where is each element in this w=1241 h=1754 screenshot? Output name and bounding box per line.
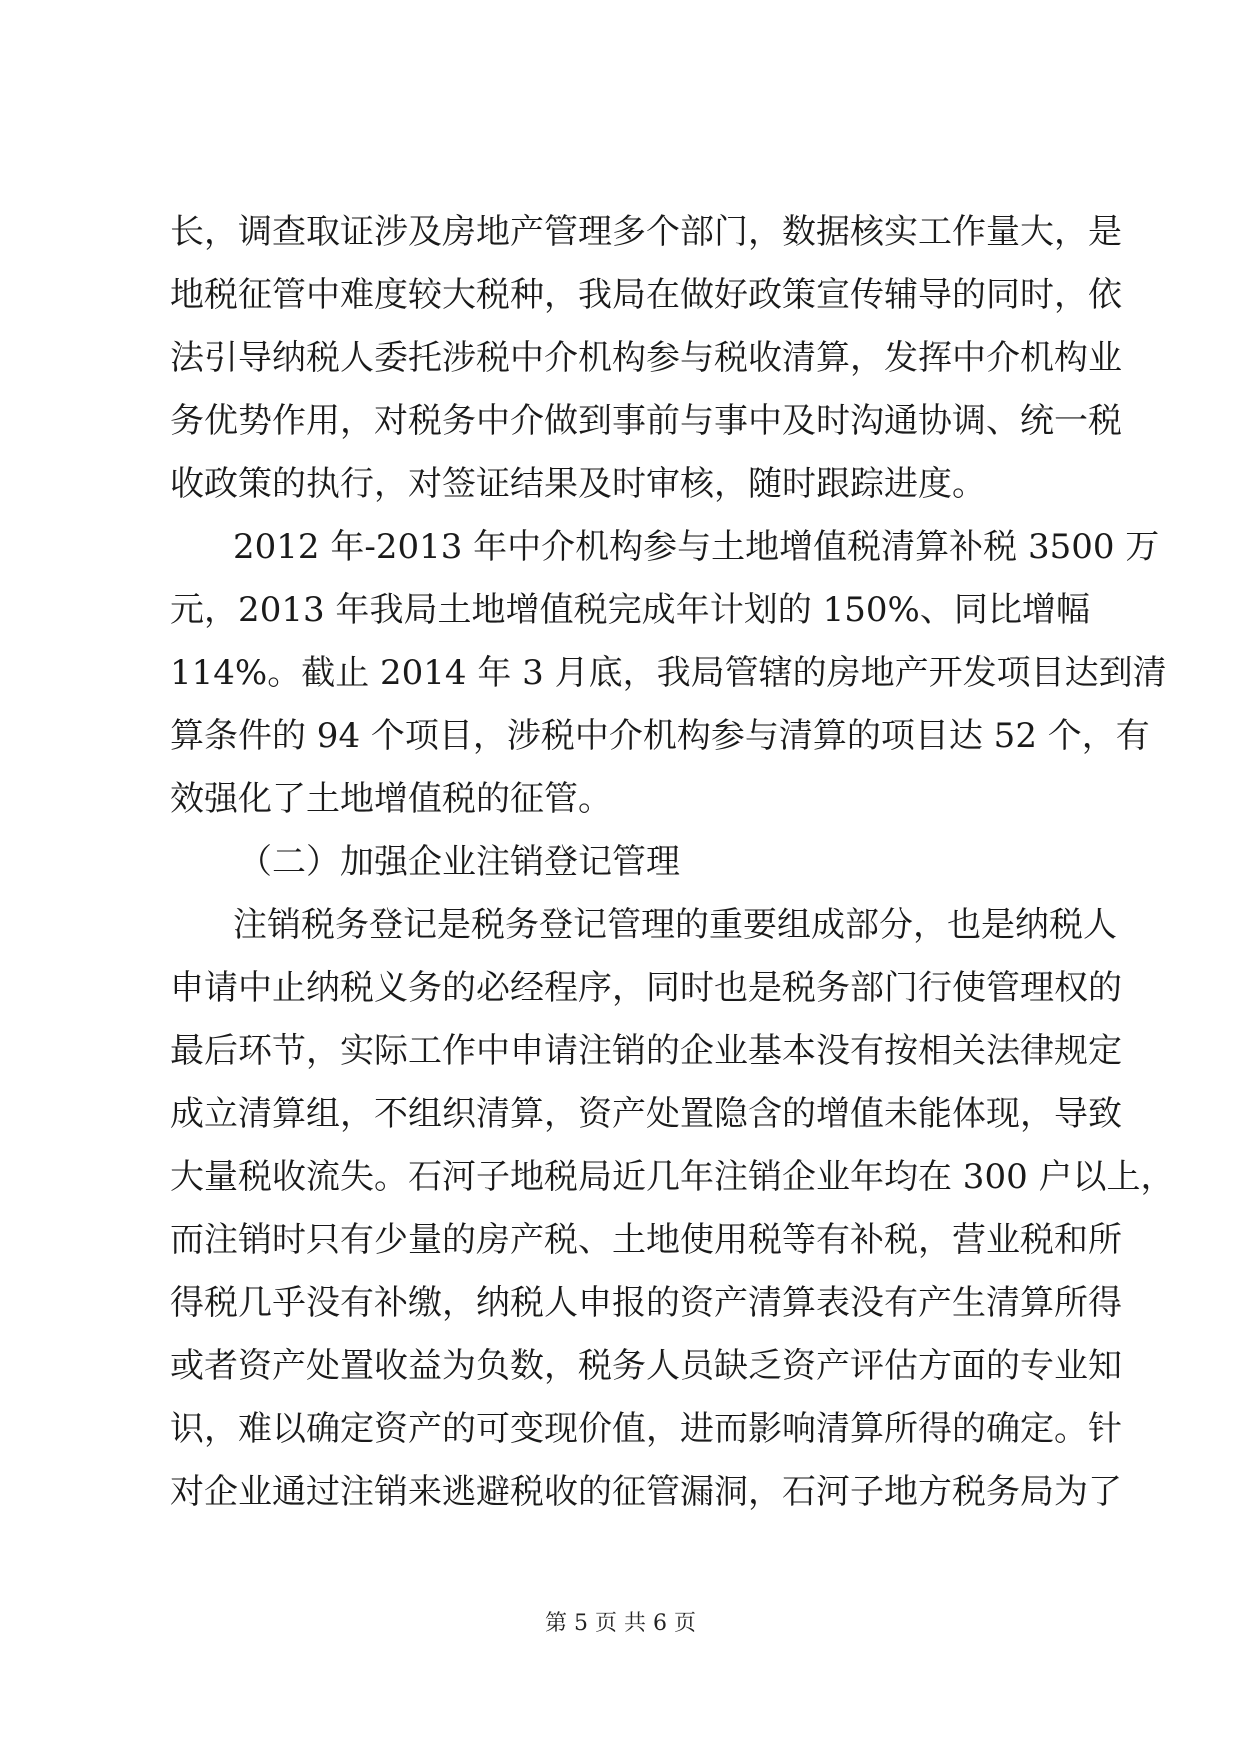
paragraph-2-line-5: 效强化了土地增值税的征管。	[170, 779, 612, 819]
paragraph-3-line-6: 而注销时只有少量的房产税、土地使用税等有补税，营业税和所	[170, 1220, 1122, 1260]
paragraph-2-line-4: 算条件的 94 个项目，涉税中介机构参与清算的项目达 52 个，有	[170, 716, 1150, 756]
paragraph-3-line-7: 得税几乎没有补缴，纳税人申报的资产清算表没有产生清算所得	[170, 1283, 1122, 1323]
paragraph-1-line-5: 收政策的执行，对签证结果及时审核，随时跟踪进度。	[170, 464, 986, 504]
section-heading: （二）加强企业注销登记管理	[238, 842, 680, 882]
paragraph-2-line-1: 2012 年-2013 年中介机构参与土地增值税清算补税 3500 万	[233, 527, 1160, 567]
paragraph-1-line-1: 长，调查取证涉及房地产管理多个部门，数据核实工作量大，是	[170, 212, 1122, 252]
paragraph-3-line-5: 大量税收流失。石河子地税局近几年注销企业年均在 300 户以上，	[170, 1157, 1175, 1197]
page-number-footer: 第 5 页 共 6 页	[545, 1611, 696, 1636]
paragraph-3-line-1: 注销税务登记是税务登记管理的重要组成部分，也是纳税人	[233, 905, 1117, 945]
paragraph-3-line-2: 申请中止纳税义务的必经程序，同时也是税务部门行使管理权的	[170, 968, 1122, 1008]
paragraph-3-line-8: 或者资产处置收益为负数，税务人员缺乏资产评估方面的专业知	[170, 1346, 1122, 1386]
paragraph-1-line-4: 务优势作用，对税务中介做到事前与事中及时沟通协调、统一税	[170, 401, 1122, 441]
paragraph-3-line-10: 对企业通过注销来逃避税收的征管漏洞，石河子地方税务局为了	[170, 1472, 1122, 1512]
paragraph-2-line-2: 元，2013 年我局土地增值税完成年计划的 150%、同比增幅	[170, 590, 1090, 630]
paragraph-2-line-3: 114%。截止 2014 年 3 月底，我局管辖的房地产开发项目达到清	[170, 653, 1167, 693]
paragraph-3-line-9: 识，难以确定资产的可变现价值，进而影响清算所得的确定。针	[170, 1409, 1122, 1449]
paragraph-3-line-3: 最后环节，实际工作中申请注销的企业基本没有按相关法律规定	[170, 1031, 1122, 1071]
paragraph-3-line-4: 成立清算组，不组织清算，资产处置隐含的增值未能体现，导致	[170, 1094, 1122, 1134]
paragraph-1-line-3: 法引导纳税人委托涉税中介机构参与税收清算，发挥中介机构业	[170, 338, 1122, 378]
paragraph-1-line-2: 地税征管中难度较大税种，我局在做好政策宣传辅导的同时，依	[170, 275, 1122, 315]
